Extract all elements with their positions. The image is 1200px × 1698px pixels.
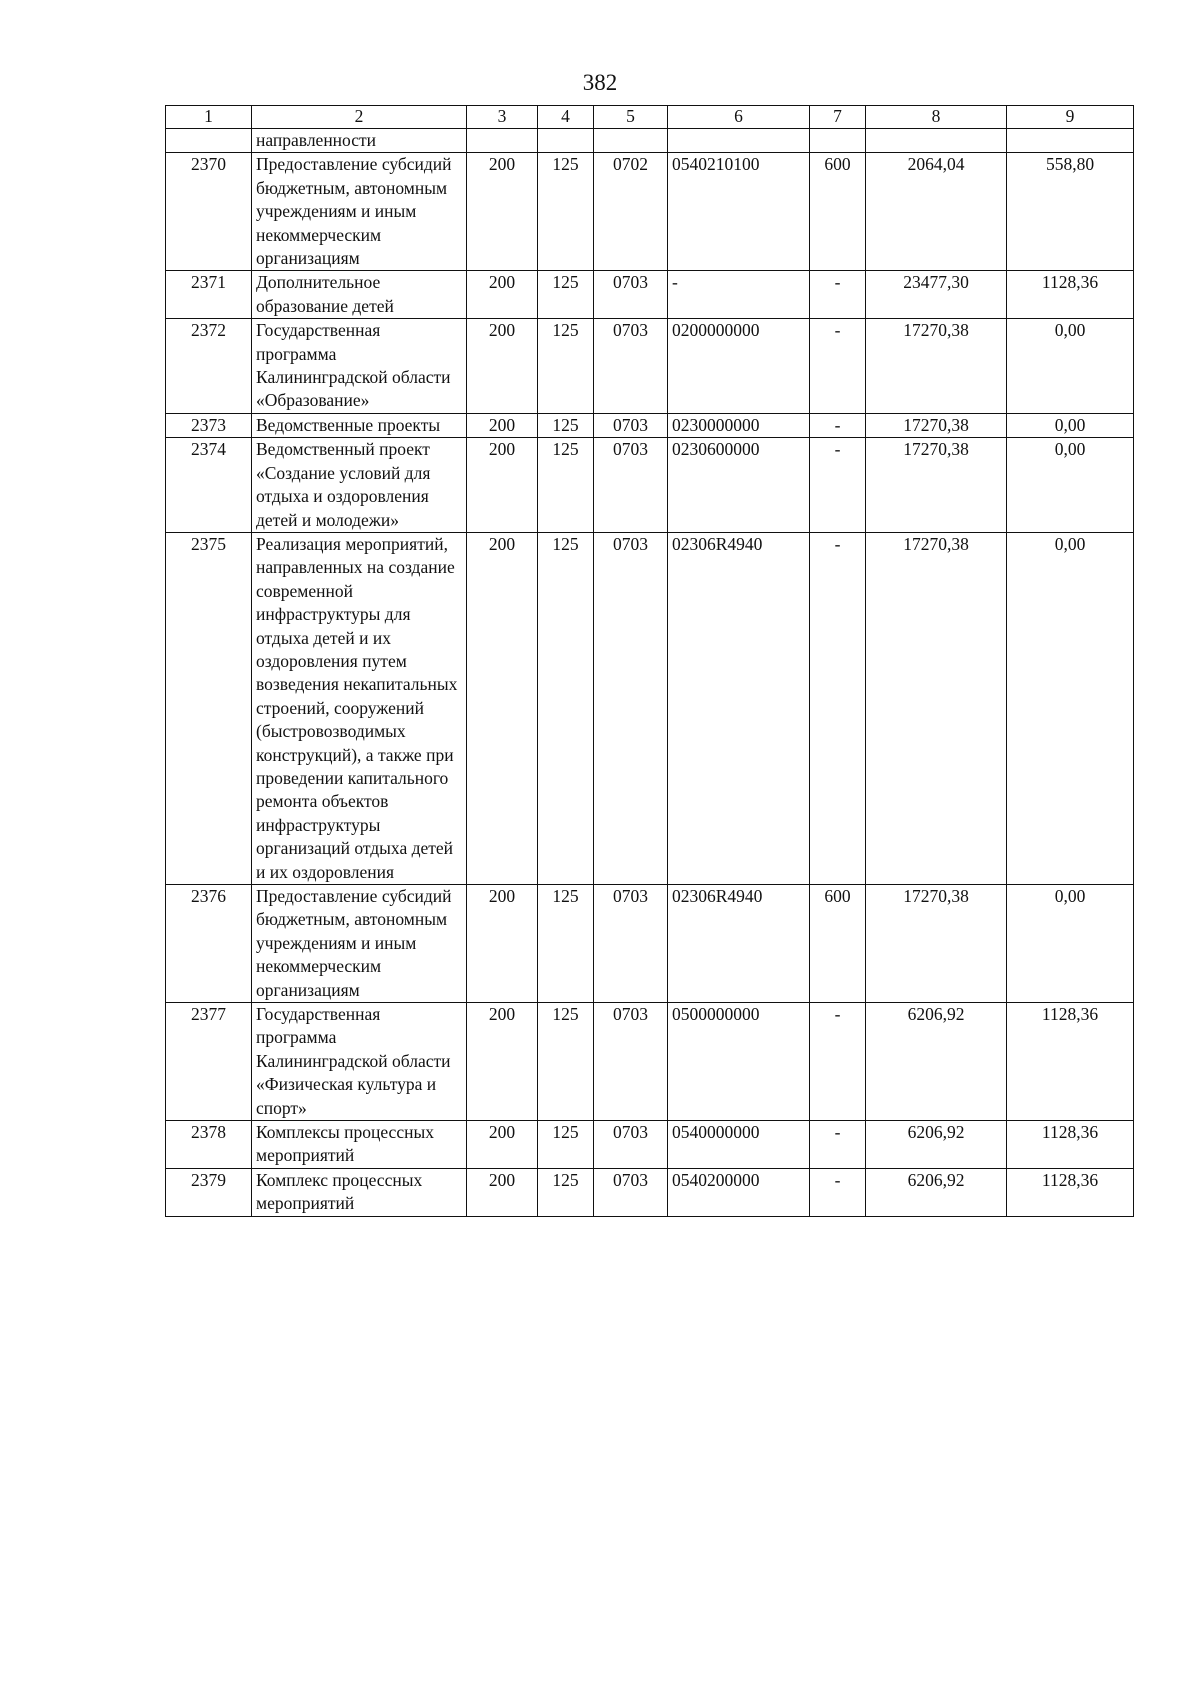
cell-col-4: 125 (538, 438, 594, 533)
table-row (166, 438, 1134, 533)
cell-col-7: - (810, 438, 866, 533)
cell-col-6: 02306R4940 (668, 885, 810, 1003)
table-row (166, 413, 1134, 437)
cell-row-number: 2376 (166, 885, 252, 1003)
column-header: 7 (810, 106, 866, 129)
cell-col-5: 0703 (594, 271, 668, 319)
cell-col-8: 6206,92 (866, 1121, 1007, 1169)
cell-col-8: 23477,30 (866, 271, 1007, 319)
cell-row-number: 2377 (166, 1003, 252, 1121)
cell-col-9: 0,00 (1007, 413, 1134, 437)
cell-col-4: 125 (538, 1003, 594, 1121)
column-header: 6 (668, 106, 810, 129)
table-row (166, 1121, 1134, 1169)
cell-name: Предоставление субсидий бюджетным, автономным учреждениям и иным некоммерческим организациям (252, 153, 467, 271)
header-row (166, 106, 1134, 129)
cell-col-4: 125 (538, 532, 594, 884)
cell-col-9: 0,00 (1007, 532, 1134, 884)
cell-col-4: 125 (538, 271, 594, 319)
cell-col-6: 0500000000 (668, 1003, 810, 1121)
cell-num (166, 129, 252, 153)
cell-name: направленности (252, 129, 467, 153)
cell-col-4: 125 (538, 885, 594, 1003)
budget-table (165, 105, 1134, 1217)
cell-empty (1007, 129, 1134, 153)
continuation-row (166, 129, 1134, 153)
cell-row-number: 2372 (166, 319, 252, 414)
table-row (166, 153, 1134, 271)
column-header: 9 (1007, 106, 1134, 129)
column-header: 3 (467, 106, 538, 129)
cell-empty (538, 129, 594, 153)
cell-col-7: - (810, 1121, 866, 1169)
cell-col-5: 0703 (594, 1003, 668, 1121)
cell-col-7: - (810, 1168, 866, 1216)
cell-col-9: 1128,36 (1007, 271, 1134, 319)
cell-col-8: 6206,92 (866, 1168, 1007, 1216)
cell-row-number: 2374 (166, 438, 252, 533)
cell-col-5: 0703 (594, 1121, 668, 1169)
cell-name: Комплекс процессных мероприятий (252, 1168, 467, 1216)
cell-col-3: 200 (467, 153, 538, 271)
cell-name: Реализация мероприятий, направленных на создание современной инфраструктуры для отдыха детей и их оздоровления путем возведения некапитальных строений, сооружений (быстровозводимых конструкций), а также при проведении капитального ремонта объектов инфраструктуры организаций отдыха детей и их оздоровления (252, 532, 467, 884)
column-header: 4 (538, 106, 594, 129)
table-row (166, 885, 1134, 1003)
cell-col-6: 0540210100 (668, 153, 810, 271)
cell-col-6: 0200000000 (668, 319, 810, 414)
cell-col-5: 0703 (594, 885, 668, 1003)
cell-col-9: 0,00 (1007, 885, 1134, 1003)
cell-row-number: 2371 (166, 271, 252, 319)
cell-col-6: 0230000000 (668, 413, 810, 437)
column-header: 2 (252, 106, 467, 129)
cell-col-7: - (810, 1003, 866, 1121)
cell-col-9: 558,80 (1007, 153, 1134, 271)
cell-name: Предоставление субсидий бюджетным, автономным учреждениям и иным некоммерческим организациям (252, 885, 467, 1003)
cell-col-3: 200 (467, 438, 538, 533)
cell-row-number: 2375 (166, 532, 252, 884)
cell-col-7: - (810, 271, 866, 319)
cell-col-9: 0,00 (1007, 319, 1134, 414)
cell-col-3: 200 (467, 1121, 538, 1169)
cell-col-3: 200 (467, 532, 538, 884)
cell-col-8: 17270,38 (866, 532, 1007, 884)
cell-col-4: 125 (538, 319, 594, 414)
cell-col-7: - (810, 413, 866, 437)
cell-col-3: 200 (467, 1168, 538, 1216)
column-header: 5 (594, 106, 668, 129)
cell-col-9: 1128,36 (1007, 1168, 1134, 1216)
table-row (166, 1003, 1134, 1121)
cell-col-4: 125 (538, 153, 594, 271)
cell-row-number: 2379 (166, 1168, 252, 1216)
cell-col-7: - (810, 532, 866, 884)
cell-row-number: 2370 (166, 153, 252, 271)
cell-col-8: 2064,04 (866, 153, 1007, 271)
cell-col-4: 125 (538, 1168, 594, 1216)
cell-empty (668, 129, 810, 153)
cell-col-9: 1128,36 (1007, 1003, 1134, 1121)
cell-col-7: 600 (810, 885, 866, 1003)
cell-col-5: 0703 (594, 1168, 668, 1216)
cell-name: Ведомственные проекты (252, 413, 467, 437)
cell-row-number: 2373 (166, 413, 252, 437)
cell-empty (866, 129, 1007, 153)
cell-col-8: 17270,38 (866, 885, 1007, 1003)
cell-col-3: 200 (467, 1003, 538, 1121)
page-number: 382 (582, 70, 618, 95)
cell-col-6: 0230600000 (668, 438, 810, 533)
cell-col-4: 125 (538, 413, 594, 437)
cell-col-8: 6206,92 (866, 1003, 1007, 1121)
cell-col-3: 200 (467, 885, 538, 1003)
column-header: 1 (166, 106, 252, 129)
cell-col-3: 200 (467, 413, 538, 437)
cell-name: Дополнительное образование детей (252, 271, 467, 319)
cell-name: Государственная программа Калининградской области «Образование» (252, 319, 467, 414)
cell-empty (810, 129, 866, 153)
cell-col-7: 600 (810, 153, 866, 271)
cell-col-5: 0703 (594, 532, 668, 884)
cell-col-3: 200 (467, 271, 538, 319)
table-row (166, 271, 1134, 319)
cell-col-6: 0540200000 (668, 1168, 810, 1216)
cell-col-7: - (810, 319, 866, 414)
cell-col-6: 0540000000 (668, 1121, 810, 1169)
cell-col-8: 17270,38 (866, 413, 1007, 437)
column-header: 8 (866, 106, 1007, 129)
cell-col-6: - (668, 271, 810, 319)
cell-col-5: 0702 (594, 153, 668, 271)
cell-name: Комплексы процессных мероприятий (252, 1121, 467, 1169)
cell-col-5: 0703 (594, 319, 668, 414)
cell-row-number: 2378 (166, 1121, 252, 1169)
cell-col-4: 125 (538, 1121, 594, 1169)
cell-col-3: 200 (467, 319, 538, 414)
table-row (166, 1168, 1134, 1216)
table-row (166, 532, 1134, 884)
cell-name: Ведомственный проект «Создание условий для отдыха и оздоровления детей и молодежи» (252, 438, 467, 533)
cell-col-8: 17270,38 (866, 438, 1007, 533)
cell-col-5: 0703 (594, 438, 668, 533)
cell-name: Государственная программа Калининградской области «Физическая культура и спорт» (252, 1003, 467, 1121)
cell-col-6: 02306R4940 (668, 532, 810, 884)
cell-col-9: 1128,36 (1007, 1121, 1134, 1169)
cell-col-9: 0,00 (1007, 438, 1134, 533)
table-row (166, 319, 1134, 414)
cell-empty (467, 129, 538, 153)
cell-empty (594, 129, 668, 153)
cell-col-5: 0703 (594, 413, 668, 437)
cell-col-8: 17270,38 (866, 319, 1007, 414)
